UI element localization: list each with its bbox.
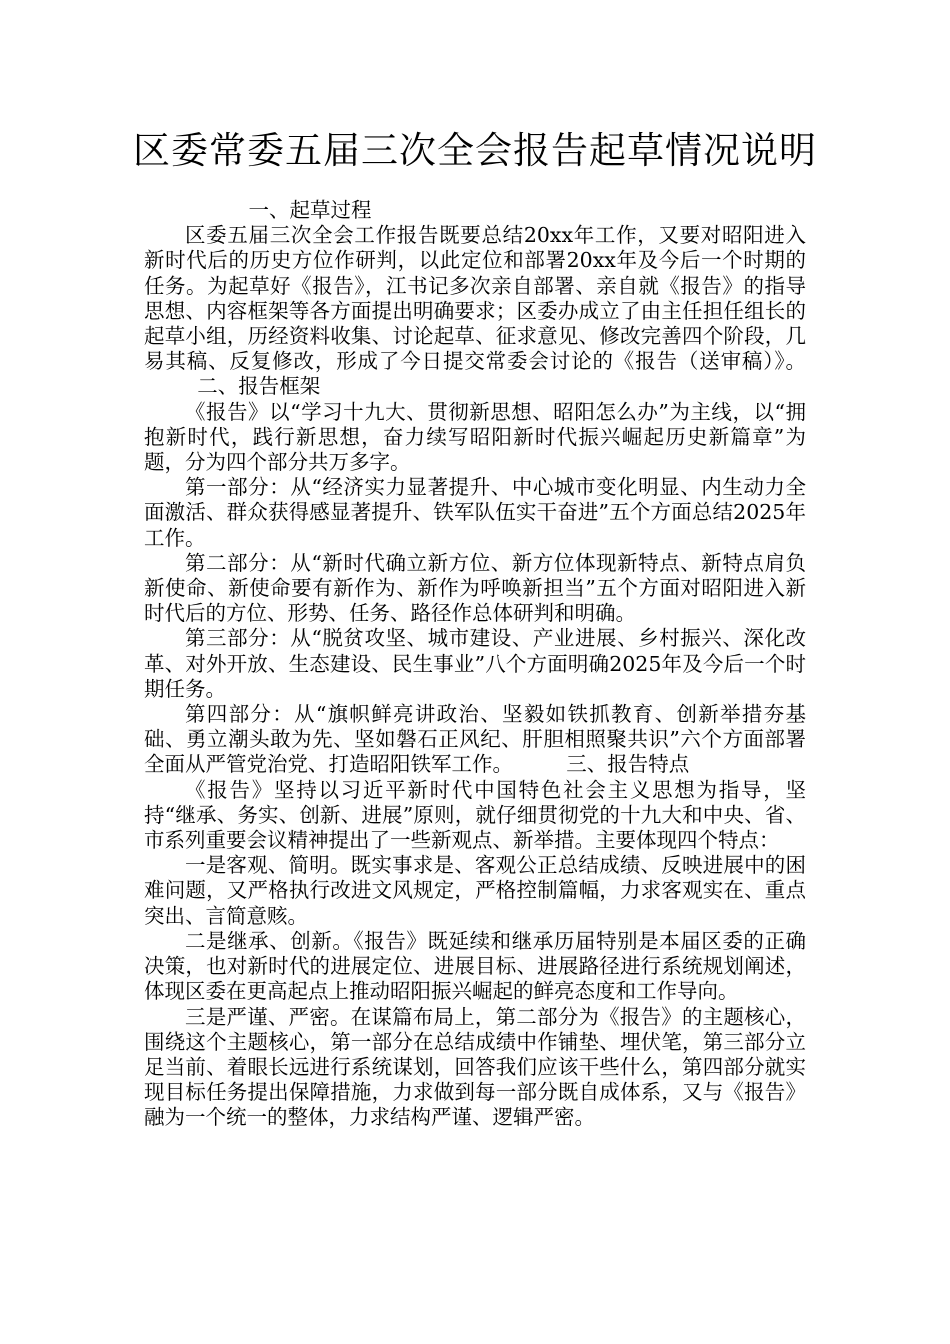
paragraph-drafting-process <box>144 223 806 399</box>
paragraph-feature-three: 三是严谨、严密。在谋篇布局上，第二部分为《报告》的主题核心，围绕这个主题核心，第一部分在总结成绩中作铺垫、埋伏笔，第三部分立足当前、着眼长远进行系统谋划，回答我们应该干些什么，第四部分就实现目标任务提出保障措施，力求做到每一部分既自成体系，又与《报告》融为一个统一的整体，力求结构严谨、逻辑严密。 <box>144 1004 806 1130</box>
paragraph-features-overview: 《报告》坚持以习近平新时代中国特色社会主义思想为指导，坚持“继承、务实、创新、进展”原则，就仔细贯彻党的十九大和中央、省、市系列重要会议精神提出了一些新观点、新举措。主要体现四个特点： <box>144 777 806 853</box>
paragraph-part-four <box>144 702 806 778</box>
paragraph-text: 第四部分：从“旗帜鲜亮讲政治、坚毅如铁抓教育、创新举措夯基础、勇立潮头敢为先、坚如磐石正风纪、肝胆相照聚共识”六个方面部署全面从严管党治党、打造昭阳铁军工作。 <box>144 702 806 777</box>
section-heading-drafting-process: 一、起草过程 <box>248 198 372 222</box>
paragraph-part-three: 第三部分：从“脱贫攻坚、城市建设、产业进展、乡村振兴、深化改革、对外开放、生态建设、民生事业”八个方面明确2025年及今后一个时期任务。 <box>144 626 806 701</box>
paragraph-feature-two: 二是继承、创新。《报告》既延续和继承历届特别是本届区委的正确决策，也对新时代的进展定位、进展目标、进展路径进行系统规划阐述，体现区委在更高起点上推动昭阳振兴崛起的鲜亮态度和工作导向。 <box>144 928 806 1004</box>
paragraph-text: 区委五届三次全会工作报告既要总结20xx年工作，又要对昭阳进入新时代后的历史方位作研判，以此定位和部署20xx年及今后一个时期的任务。为起草好《报告》，江书记多次亲自部署、亲自就《报告》的指导思想、内容框架等各方面提出明确要求；区委办成立了由主任担任组长的起草小组，历经资料收集、讨论起草、征求意见、修改完善四个阶段，几易其稿、反复修改，形成了今日提交常委会讨论的《报告（送审稿）》。 <box>144 223 806 374</box>
paragraph-part-two: 第二部分：从“新时代确立新方位、新方位体现新特点、新特点肩负新使命、新使命要有新作为、新作为呼唤新担当”五个方面对昭阳进入新时代后的方位、形势、任务、路径作总体研判和明确。 <box>144 550 806 626</box>
document-body <box>144 198 806 1131</box>
section-heading-report-framework: 二、报告框架 <box>197 374 321 399</box>
section-heading-report-features: 三、报告特点 <box>566 752 690 777</box>
paragraph-framework-overview: 《报告》以“学习十九大、贯彻新思想、昭阳怎么办”为主线，以“拥抱新时代，践行新思想，奋力续写昭阳新时代振兴崛起历史新篇章”为题，分为四个部分共万多字。 <box>144 399 806 475</box>
paragraph-feature-one: 一是客观、简明。既实事求是、客观公正总结成绩、反映进展中的困难问题，又严格执行改进文风规定，严格控制篇幅，力求客观实在、重点突出、言简意赅。 <box>144 853 806 928</box>
document-title: 区委常委五届三次全会报告起草情况说明 <box>133 129 817 172</box>
paragraph-part-one: 第一部分：从“经济实力显著提升、中心城市变化明显、内生动力全面激活、群众获得感显著提升、铁军队伍实干奋进”五个方面总结2025年工作。 <box>144 475 806 550</box>
